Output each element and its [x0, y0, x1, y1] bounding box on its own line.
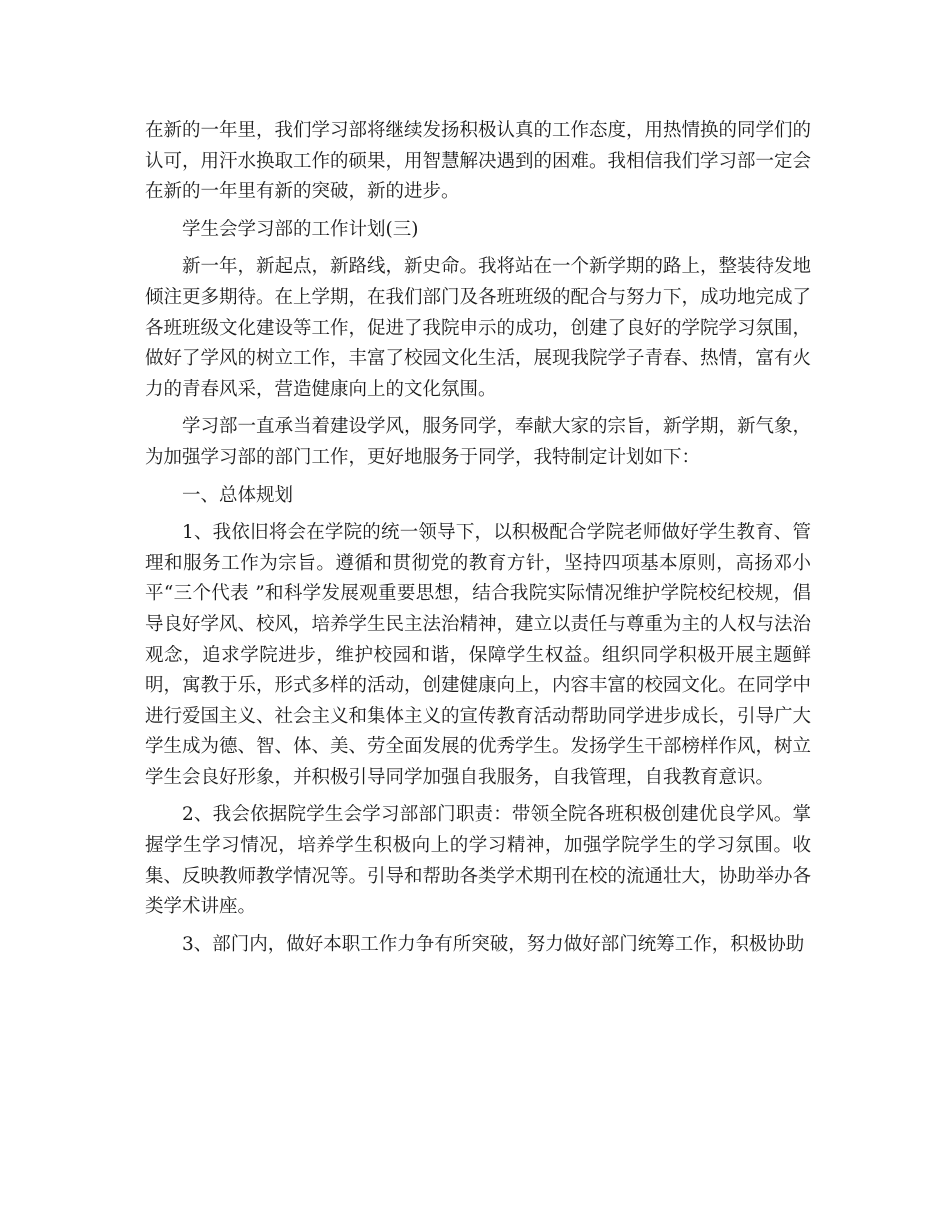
paragraph-new-year: 新一年，新起点，新路线，新史命。我将站在一个新学期的路上，整装待发地倾注更多期待。在上学期，在我们部门及各班班级的配合与努力下，成功地完成了各班班级文化建设等工作，促进了我院申示的成功，创建了良好的学院学习氛围，做好了学风的树立工作，丰富了校园文化生活，展现我院学子青春、热情，富有火力的青春风采，营造健康向上的文化氛围。: [145, 256, 812, 400]
document-page: [145, 116, 811, 960]
paragraph-item-1: 1、我依旧将会在学院的统一领导下，以积极配合学院老师做好学生教育、管理和服务工作为宗旨。遵循和贯彻党的教育方针，坚持四项基本原则，高扬邓小平“三个代表 ”和科学发展观重要思想，结合我院实际情况维护学院校纪校规，倡导良好学风、校风，培养学生民主法治精神，建立以责任与尊重为主的人权与法治观念，追求学院进步，维护校园和谐，保障学生权益。组织同学积极开展主题鲜明，寓教于乐，形式多样的活动，创建健康向上，内容丰富的校园文化。在同学中进行爱国主义、社会主义和集体主义的宣传教育活动帮助同学进步成长，引导广大学生成为德、智、体、美、劳全面发展的优秀学生。发扬学生干部榜样作风，树立学生会良好形象，并积极引导同学加强自我服务，自我管理，自我教育意识。: [145, 522, 812, 788]
section-heading: 学生会学习部的工作计划(三): [182, 218, 419, 240]
subheading-overall-plan: 一、总体规划: [182, 484, 294, 506]
paragraph-item-3: 3、部门内，做好本职工作力争有所突破，努力做好部门统筹工作，积极协助: [182, 933, 805, 955]
paragraph-item-2: 2、我会依据院学生会学习部部门职责：带领全院各班积极创建优良学风。掌握学生学习情况，培养学生积极向上的学习精神，加强学院学生的学习氛围。收集、反映教师教学情况等。引导和帮助各类学术期刊在校的流通壮大，协助举办各类学术讲座。: [145, 804, 812, 918]
paragraph-purpose: 学习部一直承当着建设学风，服务同学，奉献大家的宗旨，新学期，新气象，为加强学习部的部门工作，更好地服务于同学，我特制定计划如下：: [145, 416, 812, 468]
paragraph-intro: 在新的一年里，我们学习部将继续发扬积极认真的工作态度，用热情换的同学们的认可，用汗水换取工作的硕果，用智慧解决遇到的困难。我相信我们学习部一定会在新的一年里有新的突破，新的进步。: [145, 120, 812, 203]
